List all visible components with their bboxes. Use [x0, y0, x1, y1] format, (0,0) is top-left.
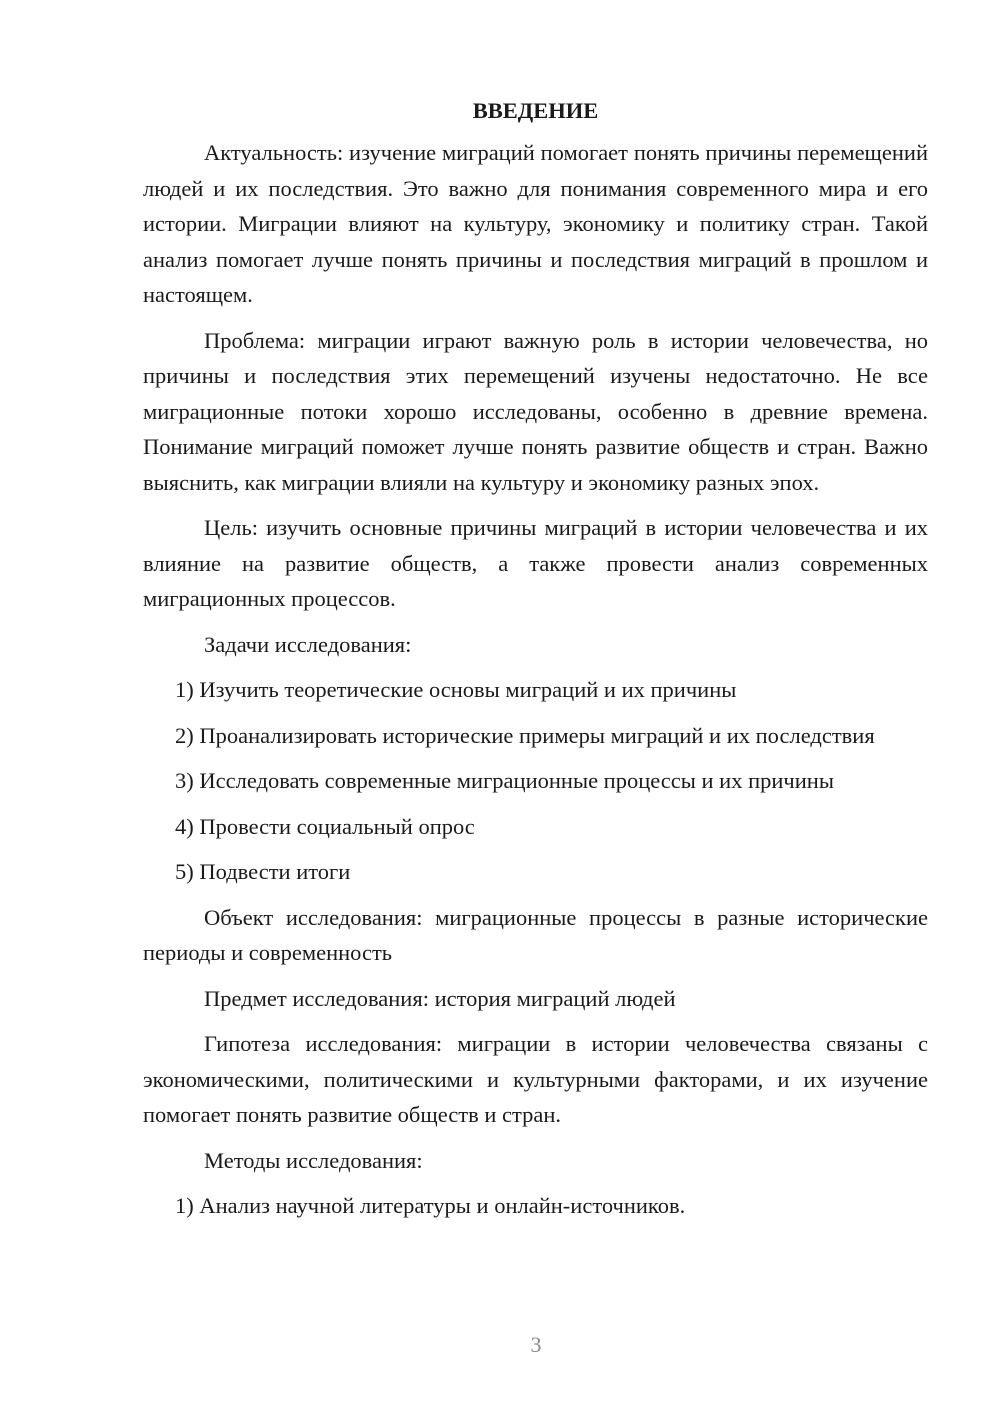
section-title: ВВЕДЕНИЕ: [472, 98, 599, 123]
paragraph-relevance: Актуальность: изучение миграций помогает понять причины перемещений людей и их последствия. Это важно для понимания современного мира и его истории. Миграции влияют на культуру, экономику и политику стран. Такой анализ помогает лучше понять причины и последствия миграций в прошлом и настоящем.: [143, 140, 928, 307]
document-page: [143, 93, 928, 1234]
method-item: 1) Анализ научной литературы и онлайн-источников.: [175, 1193, 686, 1218]
paragraph-subject: Предмет исследования: история миграций людей: [204, 985, 676, 1011]
paragraph-goal: Цель: изучить основные причины миграций в истории человечества и их влияние на развитие обществ, а также провести анализ современных миграционных процессов.: [143, 515, 928, 611]
tasks-heading: Задачи исследования:: [204, 631, 412, 657]
page-number: 3: [530, 1332, 542, 1357]
task-item: 2) Проанализировать исторические примеры миграций и их последствия: [175, 722, 875, 748]
task-item: 4) Провести социальный опрос: [175, 813, 475, 839]
paragraph-hypothesis: Гипотеза исследования: миграции в истории человечества связаны с экономическими, политическими и культурными факторами, и их изучение помогает понять развитие обществ и стран.: [143, 1031, 928, 1127]
task-item: 3) Исследовать современные миграционные процессы и их причины: [175, 768, 834, 793]
methods-heading: Методы исследования:: [204, 1147, 423, 1173]
paragraph-object: Объект исследования: миграционные процессы в разные исторические периоды и современность: [143, 904, 928, 965]
paragraph-problem: Проблема: миграции играют важную роль в истории человечества, но причины и последствия этих перемещений изучены недостаточно. Не все миграционные потоки хорошо исследованы, особенно в древние времена. Понимание миграций поможет лучше понять развитие обществ и стран. Важно выяснить, как миграции влияли на культуру и экономику разных эпох.: [143, 327, 928, 495]
task-item: 1) Изучить теоретические основы миграций и их причины: [175, 677, 737, 702]
task-item: 5) Подвести итоги: [175, 859, 351, 884]
